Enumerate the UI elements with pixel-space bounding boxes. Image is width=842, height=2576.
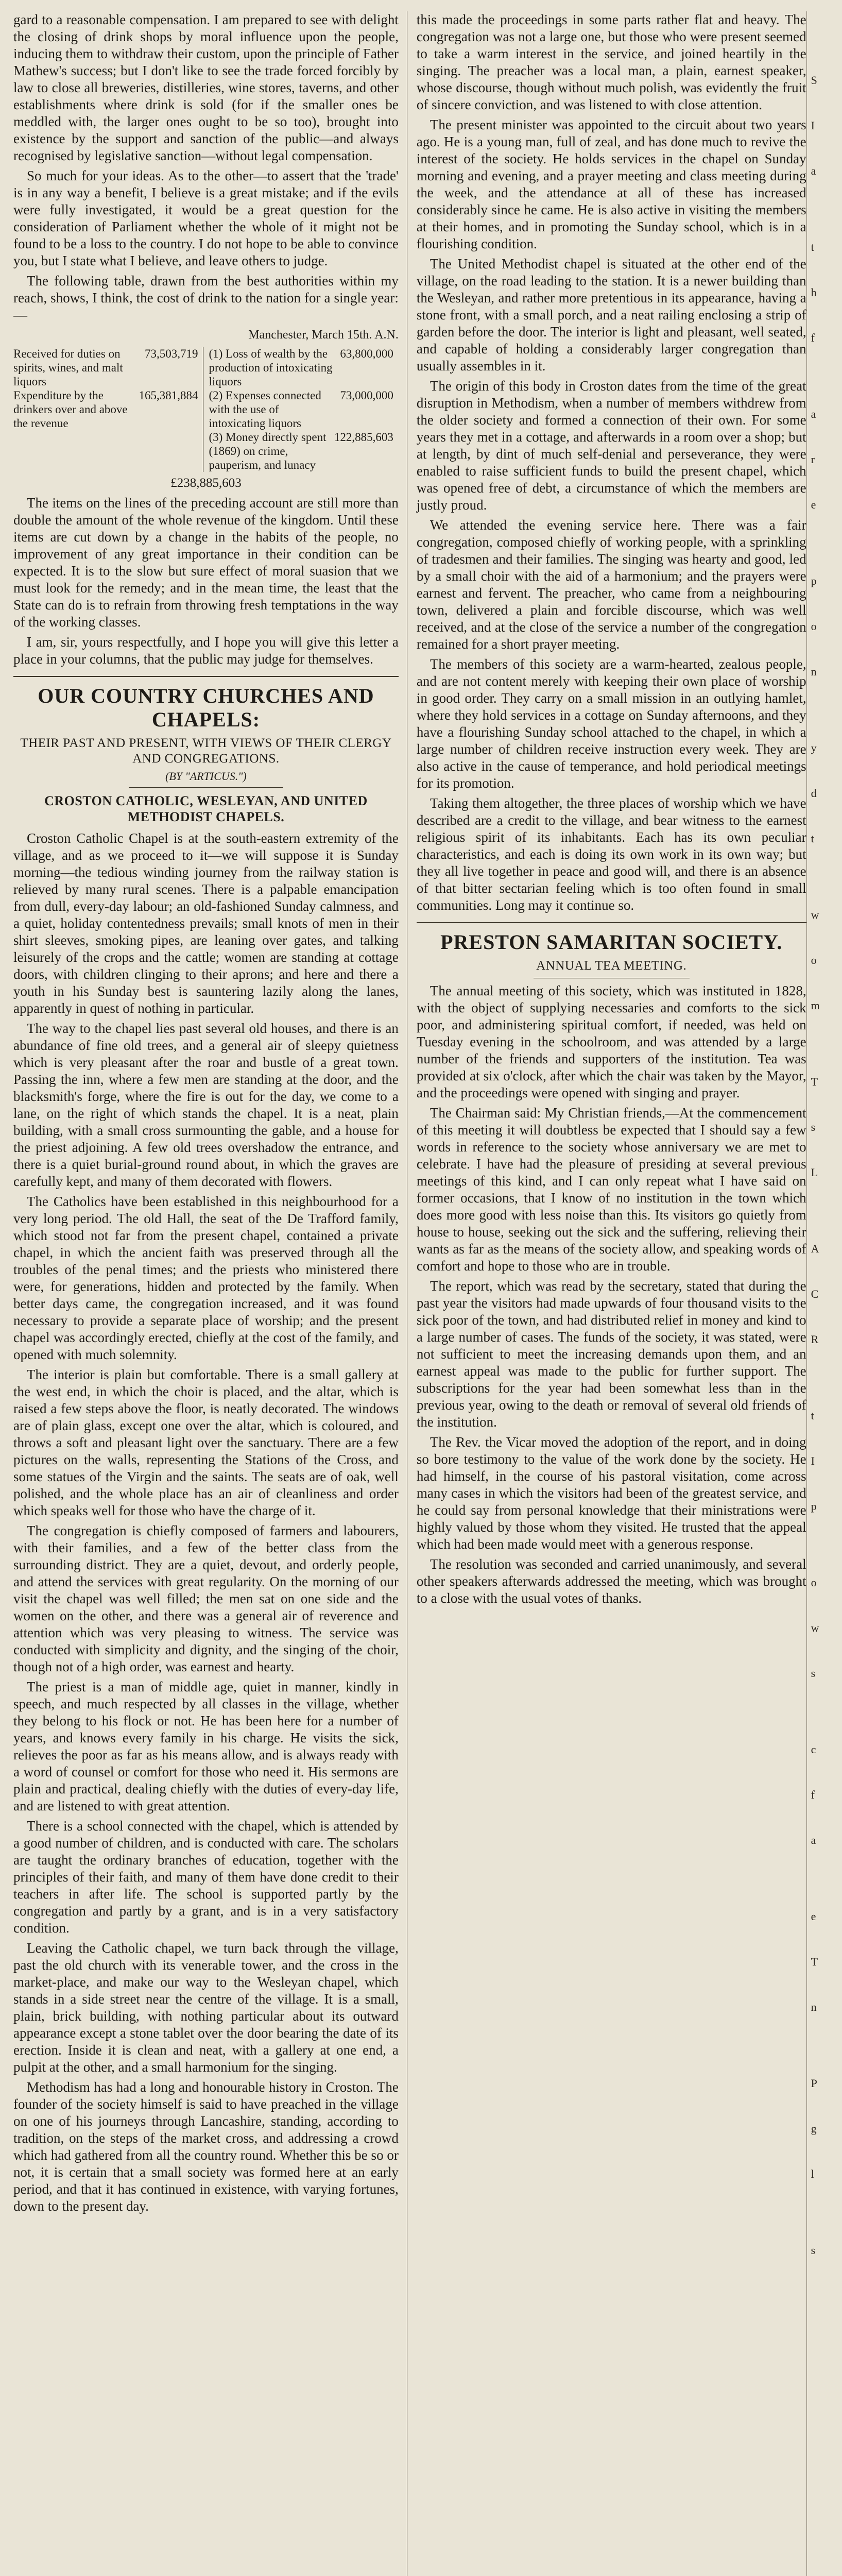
edge-char: m [811,999,820,1012]
right-column [407,11,806,2576]
figure-label: Expenditure by the drinkers over and above the revenue [13,389,128,430]
meeting-paragraph: The Rev. the Vicar moved the adoption of the report, and in doing so bore testimony to the value of the work done by the society. He had himself, in the course of his pastoral visitation, come across many cases in which the visitors had been of the greatest service, and he could say from personal knowledge that their ministrations were highly valued by those whom they visited. He trusted that the appeal which had been made would meet with a generous response. [416,1434,806,1552]
edge-char: t [811,1409,814,1422]
figure-row [209,388,393,430]
article-paragraph: Croston Catholic Chapel is at the south-eastern extremity of the village, and as we proceed to it—we will suppose it is Sunday morning—the tedious winding journey from the railway station is relieved by many rural scenes. There is a palpable emancipation from dull, every-day labour; an old-fashioned Sunday calmness, and a quiet, holiday contentedness prevails; small knots of men in their shirt sleeves, smoking pipes, are leaning over gates, and talking leisurely of the crops and the cattle; women are standing at cottage doors, with children clinging to their aprons; and here and there a youth in his Sunday best is sauntering lazily along the lanes, apparently in quest of nothing in particular. [13,831,399,1016]
edge-char: a [811,1834,816,1846]
article-paragraph: The members of this society are a warm-hearted, zealous people, and are not content merely with keeping their own place of worship in good order. They carry on a small mission in an outlying hamlet, where they hold services in a cottage on Sunday afternoons, and they have a flourishing Sunday school attached to the chapel, in which a large number of children receive instruction every week. They are also active in the cause of temperance, and hold periodical meetings for its promotion. [416,656,806,791]
edge-char: o [811,620,817,633]
article-paragraph: The priest is a man of middle age, quiet in manner, kindly in speech, and much respected by all classes in the village, whether they belong to his flock or not. He has been here for a number of years, and knows every family in his charge. He visits the sick, relieves the poor as far as his means allow, and is always ready with a word of counsel or comfort for those who need it. His sermons are plain and practical, dealing chiefly with the duties of every-day life, and are listened to with great attention. [13,1679,399,1814]
figure-row [13,347,198,388]
edge-char: C [811,1287,819,1300]
edge-char: a [811,164,816,177]
edge-char: t [811,832,814,845]
figure-row [13,388,198,430]
left-column [13,11,407,2576]
short-divider [129,787,283,788]
figure-row [209,430,393,472]
article-paragraph: Methodism has had a long and honourable history in Croston. The founder of the society himself is said to have preached in the village on one of his journeys through Lancashire, standing, according to tradition, on the steps of the market cross, and addressing a crowd which had gathered from all the country round. Whether this be so or not, it is certain that a small society was formed here at an early period, and that it has continued in existence, with varying fortunes, down to the present day. [13,2079,399,2214]
figure-label: (2) Expenses connected with the use of intoxicating liquors [209,389,321,430]
edge-char: L [811,1166,818,1179]
figure-value: 73,503,719 [144,347,198,360]
edge-char: w [811,908,819,921]
edge-char: T [811,1075,818,1088]
edge-char: y [811,741,817,754]
edge-text-fragments [811,73,827,2258]
edge-char: R [811,1333,819,1346]
letter-paragraph: So much for your ideas. As to the other—to assert that the 'trade' is in any way a benefit, I believe is a great mistake; and if the evils were fully investigated, it would be a great question for the consideration of Parliament whether the whole of it might not be found to be a loss to the country. I do not hope to be able to convince you, but I state what I believe, and leave others to judge. [13,168,399,268]
article-byline: (BY "ARTICUS.") [165,770,247,783]
article-paragraph: The interior is plain but comfortable. There is a small gallery at the west end, in which the choir is placed, and the altar, which is raised a few steps above the floor, is neatly decorated. The windows are of plain glass, except one over the altar, which is coloured, and throws a soft and pleasant light over the sanctuary. There are a few pictures on the walls, representing the Stations of the Cross, and some statues of the Virgin and the saints. The seats are of oak, well polished, and the whole place has an air of cleanliness and order which speaks well for those who have the charge of it. [13,1367,399,1518]
letter-signature: Manchester, March 15th. A.N. [248,328,399,342]
edge-char: S [811,74,817,87]
edge-char: e [811,498,816,511]
meeting-subheadline: ANNUAL TEA MEETING. [536,959,687,973]
edge-char: w [811,1621,819,1634]
edge-char: s [811,1667,816,1680]
edge-char: l [811,2167,814,2180]
section-divider [417,922,806,923]
meeting-paragraph: The Chairman said: My Christian friends,—At the commencement of this meeting it will doubtless be expected that I should say a few words in reference to the society whose anniversary we are met to celebrate. I have had the pleasure of presiding at several previous meetings of this kind, and I can only repeat what I have said on former occasions, that I know of no institution in the town which does more good with less noise than this. Its visitors go quietly from house to house, seeking out the sick and the suffering, relieving their wants as far as the means of the society allow, and speaking words of comfort and hope to those who are in trouble. [416,1105,806,1274]
edge-char: A [811,1242,819,1255]
article-paragraph: this made the proceedings in some parts rather flat and heavy. The congregation was not a large one, but those who were present seemed to take a warm interest in the service, and joined heartily in the singing. The preacher was a local man, a plain, earnest speaker, whose discourse, though without much polish, was evidently the fruit of sincere conviction, and was listened to with close attention. [416,12,806,112]
figure-value: 122,885,603 [334,431,393,444]
article-paragraph: The way to the chapel lies past several old houses, and there is an abundance of fine old trees, and a general air of sleepy quietness which is very pleasant after the roar and bustle of a great town. Passing the inn, where a few men are standing at the door, and the blacksmith's forge, where the fire is out for the day, we come to a lane, on the right of which stands the chapel. It is a neat, plain building, with a small cross surmounting the gable, and a house for the priest adjoining. A few old trees overshadow the entrance, and there is a quiet burial-ground round about, in which the graves are carefully kept, and many of them decorated with flowers. [13,1021,399,1189]
letter-paragraph: The following table, drawn from the best authorities within my reach, shows, I think, the cost of drink to the nation for a single year:— [13,273,399,323]
edge-char: r [811,453,815,466]
edge-char: f [811,1788,815,1801]
edge-char: T [811,1955,818,1968]
article-paragraph: The present minister was appointed to the circuit about two years ago. He is a young man, full of zeal, and has done much to revive the interest of the society. He holds services in the chapel on Sunday morning and evening, and a prayer meeting and class meeting during the week, and the attendance at all of these has increased considerably since he came. He is also active in visiting the members at their homes, and in promoting the Sunday school, which is in a flourishing condition. [416,117,806,251]
figure-label: (3) Money directly spent (1869) on crime, pauperism, and lunacy [209,431,327,471]
signature-date: March 15th [312,328,369,342]
edge-char: I [811,1454,815,1467]
edge-char: t [811,241,814,253]
letter-paragraph: The items on the lines of the preceding account are still more than double the amount of the whole revenue of the kingdom. Until these items are cut down by a change in the habits of the people, no improvement of any great importance in their condition can be expected. It is to the slow but sure effect of moral suasion that we must look for the remedy; and in the mean time, the least that the State can do is to refrain from throwing fresh temptations in the way of the working classes. [13,495,399,630]
figure-value: 63,800,000 [340,347,393,360]
edge-char: s [811,1121,816,1133]
edge-char: p [811,1500,817,1513]
edge-char: n [811,2001,817,2013]
figure-value: 73,000,000 [340,389,393,402]
article-paragraph: The congregation is chiefly composed of farmers and labourers, with their families, and a few of the better class from the surrounding district. They are a quiet, devout, and orderly people, and attend the services with great regularity. On the morning of our visit the chapel was well filled; the men sat on one side and the women on the other, and there was a general air of reverence and attention which was very pleasing to witness. The service was conducted with simplicity and dignity, and the singing of the choir, though not of a high order, was earnest and hearty. [13,1523,399,1674]
figures-right [203,347,398,472]
meeting-headline: PRESTON SAMARITAN SOCIETY. [440,930,783,954]
article-paragraph: The Catholics have been established in this neighbourhood for a very long period. The old Hall, the seat of the De Trafford family, which stood not far from the present chapel, contained a private chapel, in which the ancient faith was preserved through all the troubles of the penal times; and the priests who ministered there were, for generations, hidden and protected by the family. When better days came, the congregation increased, and it was found necessary to provide a separate place of worship; and the present chapel was accordingly erected, chiefly at the cost of the family, and opened with much solemnity. [13,1194,399,1362]
article-paragraph: The origin of this body in Croston dates from the time of the great disruption in Methodism, when a number of members withdrew from the older society and formed a connection of their own. For some years they met in a cottage, and afterwards in a room over a shop; but at length, by dint of much self-denial and perseverance, they were enabled to raise sufficient funds to build the present chapel, which was opened free of debt, a circumstance of which the members are justly proud. [416,378,806,513]
edge-char: I [811,119,815,132]
edge-char: g [811,2122,817,2135]
article-section-title: CROSTON CATHOLIC, WESLEYAN, AND UNITED METHODIST CHAPELS. [44,793,368,824]
edge-char: d [811,787,817,800]
edge-char: P [811,2077,817,2090]
figure-label: (1) Loss of wealth by the production of intoxicating liquors [209,347,333,388]
cost-figures-table [13,347,399,472]
section-divider [13,676,399,677]
figures-total: £238,885,603 [170,476,242,490]
edge-char: c [811,1743,816,1756]
edge-char: o [811,1576,817,1589]
letter-paragraph: gard to a reasonable compensation. I am prepared to see with delight the closing of drink shops by moral influence upon the people, inducing them to withdraw their custom, upon the principle of Father Mathew's success; but I don't like to see the trade forced forcibly by law to close all breweries, distilleries, wine stores, taverns, and other establishments where drink is sold (for if the smaller ones be meddled with, the larger ones ought to be so too), brought into existence by the support and sanction of the public—and always recognised by legislative sanction—without legal compensation. [13,12,399,163]
edge-char: p [811,574,817,587]
article-paragraph: Leaving the Catholic chapel, we turn back through the village, past the old church with its venerable tower, and the cross in the market-place, and make our way to the Wesleyan chapel, which stands in a side street near the centre of the village. It is a small, plain, brick building, with nothing particular about its outward appearance except a stone tablet over the door bearing the date of its erection. Inside it is clean and neat, with a gallery at one end, a pulpit at the other, and a small harmonium for the singing. [13,1940,399,2075]
article-paragraph: There is a school connected with the chapel, which is attended by a good number of children, and is conducted with care. The scholars are taught the ordinary branches of education, together with the principles of their faith, and many of them have done credit to their teachers in after life. The school is supported partly by the congregation and partly by a grant, and is in a very satisfactory condition. [13,1818,399,1936]
edge-char: a [811,408,816,420]
edge-char: e [811,1910,816,1923]
article-headline: OUR COUNTRY CHURCHES AND CHAPELS: [38,684,374,731]
cut-off-edge-column [806,11,827,2576]
letter-paragraph: I am, sir, yours respectfully, and I hope you will give this letter a place in your columns, that the public may judge for themselves. [13,634,399,667]
signature-initials: A.N. [374,328,399,342]
meeting-paragraph: The resolution was seconded and carried unanimously, and several other speakers afterwards addressed the meeting, which was brought to a close with the usual votes of thanks. [416,1556,806,1606]
meeting-paragraph: The annual meeting of this society, which was instituted in 1828, with the object of supplying necessaries and comforts to the sick poor, and administering spiritual comfort, if needed, was held on Tuesday evening in the schoolroom, and was attended by a large number of the friends and supporters of the institution. Tea was provided at six o'clock, after which the chair was taken by the Mayor, and the proceedings were opened with singing and prayer. [416,983,806,1100]
article-paragraph: Taking them altogether, the three places of worship which we have described are a credit to the village, and bear witness to the earnest religious spirit of its inhabitants. Each has its own peculiar characteristics, and each is doing its own work in its own way; but they all live together in peace and good will, and there is an absence of that bitter sectarian feeling which is too often found in small communities. Long may it continue so. [416,795,806,913]
signature-place: Manchester [248,328,306,342]
edge-char: f [811,331,815,344]
article-subheadline: THEIR PAST AND PRESENT, WITH VIEWS OF THEIR CLERGY AND CONGREGATIONS. [20,736,392,766]
figures-left [13,347,203,472]
meeting-paragraph: The report, which was read by the secretary, stated that during the past year the visitors had made upwards of four thousand visits to the sick poor of the town, and had distributed relief in money and kind to a large number of cases. The funds of the society, it was stated, were not sufficient to meet the increasing demands upon them, and an earnest appeal was made to the public for further support. The subscriptions for the year had been somewhat less than in the previous year, owing to the death or removal of several old friends of the institution. [416,1278,806,1430]
article-paragraph: We attended the evening service here. There was a fair congregation, composed chiefly of working people, with a sprinkling of tradesmen and their families. The singing was hearty and good, led by a small choir with the aid of a harmonium; and the prayers were earnest and fervent. The preacher, who came from a neighbouring town, delivered a plain and forcible discourse, which was well received, and at the close of the service a number of the congregation remained for a short prayer meeting. [416,517,806,652]
figure-row [209,347,393,388]
figure-value: 165,381,884 [139,389,198,402]
article-paragraph: The United Methodist chapel is situated at the other end of the village, on the road leading to the station. It is a newer building than the Wesleyan, and rather more pretentious in its appearance, having a stone front, with a small porch, and a neat railing enclosing a strip of garden before the door. The interior is light and pleasant, well seated, and capable of holding a considerably larger congregation than usually assembles in it. [416,256,806,374]
edge-char: n [811,665,817,678]
edge-char: s [811,2244,816,2257]
edge-char: o [811,954,817,967]
figure-label: Received for duties on spirits, wines, and malt liquors [13,347,123,388]
edge-char: h [811,286,817,299]
